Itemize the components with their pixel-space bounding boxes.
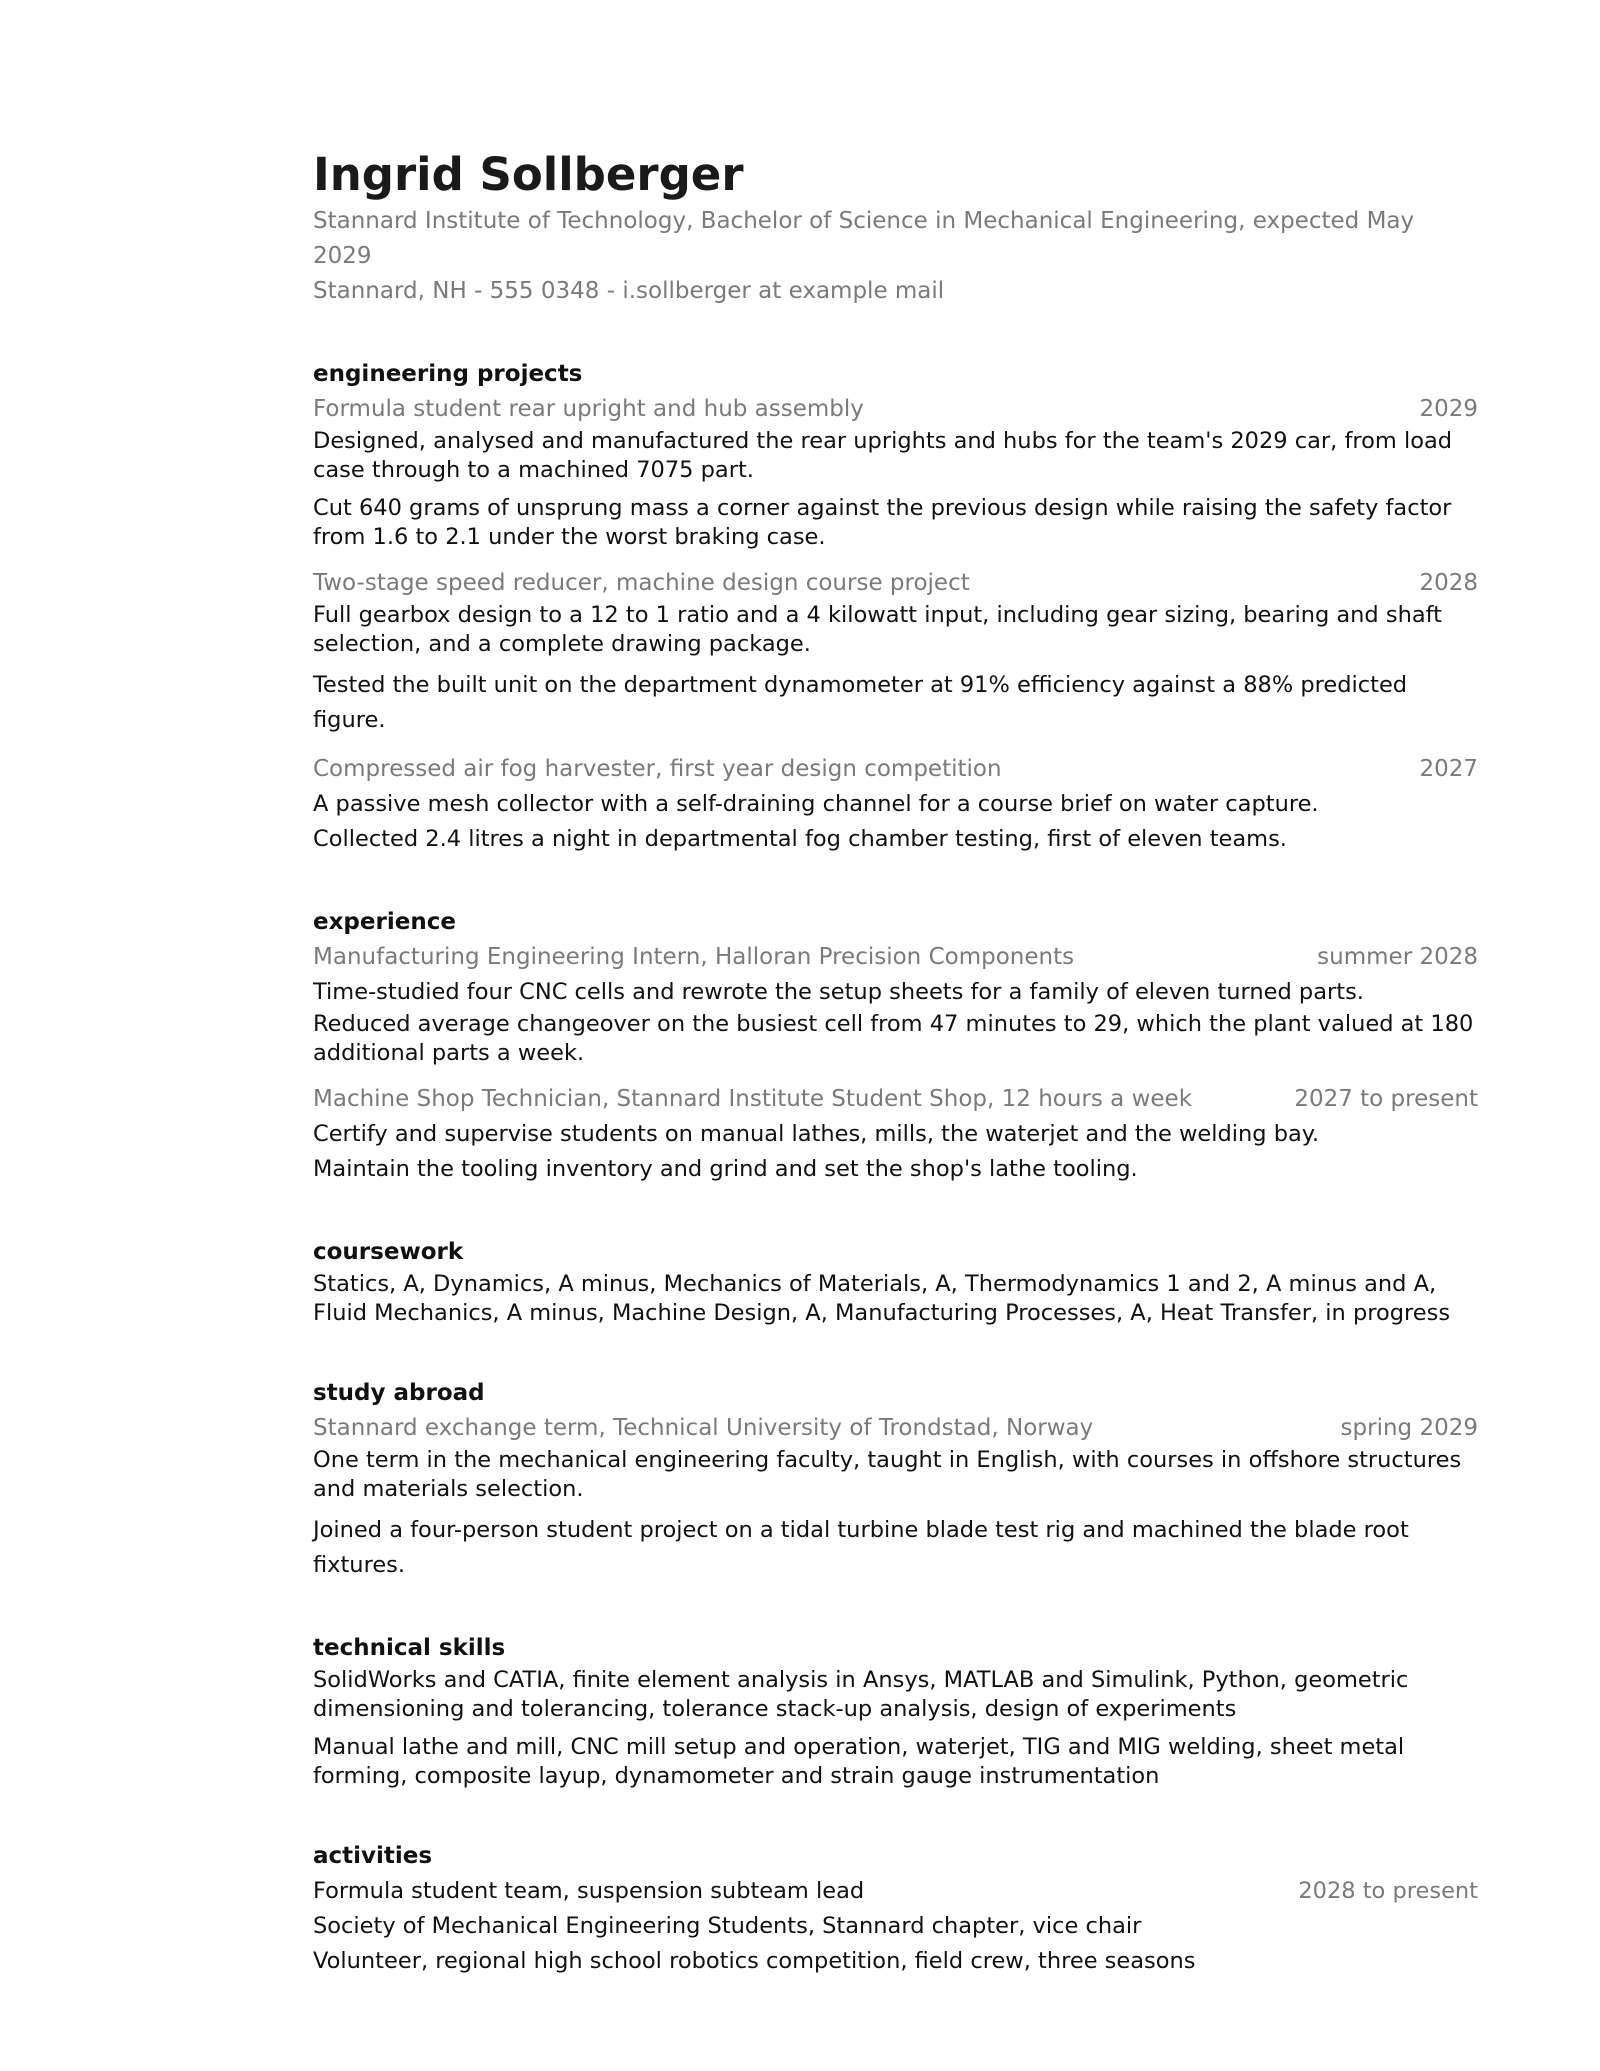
candidate-name: Ingrid Sollberger [313,148,744,201]
entry-heading: Formula student rear upright and hub assembly [313,396,864,422]
entry-line: Collected 2.4 litres a night in departmental fog chamber testing, first of eleven teams. [313,826,1287,852]
coursework-text: Statics, A, Dynamics, A minus, Mechanics of Materials, A, Thermodynamics 1 and 2, A minus and A, Fluid Mechanics, A minus, Machine Design, A, Manufacturing Processes, A, Heat Transfer, in progress [313,1271,1451,1326]
project-entry [313,392,1478,552]
resume-header [313,146,1478,309]
entry-header [313,752,1478,787]
entry-line: Maintain the tooling inventory and grind and set the shop's lathe tooling. [313,1156,1138,1182]
entry-header [313,392,1478,427]
entry-heading: Manufacturing Engineering Intern, Halloran Precision Components [313,944,1075,970]
entry-date: 2028 [1419,570,1478,596]
entry-date: 2029 [1419,396,1478,422]
section-engineering-projects [313,357,1478,857]
entry-line: Certify and supervise students on manual lathes, mills, the waterjet and the welding bay. [313,1121,1320,1147]
activity-item [313,1909,1478,1944]
entry-date: 2027 to present [1294,1086,1478,1112]
entry-line: Time-studied four CNC cells and rewrote the setup sheets for a family of eleven turned parts. [313,979,1364,1005]
section-title: technical skills [313,1635,506,1661]
activity-item [313,1944,1478,1979]
activity-date: 2028 to present [1298,1878,1478,1904]
entry-line: Joined a four-person student project on a tidal turbine blade test rig and machined the blade root fixtures. [313,1517,1409,1578]
entry-header [313,566,1478,601]
activity-item [313,1874,1478,1909]
entry-date: 2027 [1419,756,1478,782]
section-title: activities [313,1843,433,1869]
entry-heading: Compressed air fog harvester, first year design competition [313,756,1002,782]
entry-date: summer 2028 [1317,944,1478,970]
education-line: Stannard Institute of Technology, Bachelor of Science in Mechanical Engineering, expected May 2029 [313,208,1415,269]
section-study-abroad [313,1376,1478,1583]
skills-line: Manual lathe and mill, CNC mill setup and operation, waterjet, TIG and MIG welding, sheet metal forming, composite layup, dynamometer and strain gauge instrumentation [313,1734,1405,1789]
entry-line: Tested the built unit on the department dynamometer at 91% efficiency against a 88% predicted figure. [313,672,1408,733]
entry-line: A passive mesh collector with a self-draining channel for a course brief on water capture. [313,791,1319,817]
entry-line: Full gearbox design to a 12 to 1 ratio and a 4 kilowatt input, including gear sizing, bearing and shaft selection, and a complete drawing package. [313,602,1442,657]
section-coursework [313,1235,1478,1328]
entry-heading: Machine Shop Technician, Stannard Institute Student Shop, 12 hours a week [313,1086,1193,1112]
experience-entry [313,940,1478,1068]
study-abroad-entry [313,1411,1478,1583]
activity-text: Society of Mechanical Engineering Students, Stannard chapter, vice chair [313,1913,1142,1939]
section-title: study abroad [313,1380,485,1406]
skills-line: SolidWorks and CATIA, finite element analysis in Ansys, MATLAB and Simulink, Python, geometric dimensioning and tolerancing, tolerance stack-up analysis, design of experiments [313,1667,1409,1722]
entry-line: Designed, analysed and manufactured the rear uprights and hubs for the team's 2029 car, from load case through to a machined 7075 part. [313,428,1453,483]
entry-date: spring 2029 [1340,1415,1478,1441]
entry-line: Reduced average changeover on the busiest cell from 47 minutes to 29, which the plant valued at 180 additional parts a week. [313,1011,1474,1066]
experience-entry [313,1082,1478,1187]
section-title: coursework [313,1239,464,1265]
entry-heading: Two-stage speed reducer, machine design course project [313,570,970,596]
section-title: engineering projects [313,361,583,387]
entry-header [313,1411,1478,1446]
activity-text: Volunteer, regional high school robotics competition, field crew, three seasons [313,1948,1196,1974]
project-entry [313,566,1478,738]
entry-line: Cut 640 grams of unsprung mass a corner against the previous design while raising the safety factor from 1.6 to 2.1 under the worst braking case. [313,495,1452,550]
section-title: experience [313,909,456,935]
section-technical-skills [313,1631,1478,1791]
section-activities [313,1839,1478,1979]
project-entry [313,752,1478,857]
section-experience [313,905,1478,1187]
resume-content [313,146,1478,1979]
entry-header [313,940,1478,975]
entry-header [313,1082,1478,1117]
activity-text: Formula student team, suspension subteam lead [313,1878,865,1904]
entry-heading: Stannard exchange term, Technical University of Trondstad, Norway [313,1415,1094,1441]
contact-line: Stannard, NH - 555 0348 - i.sollberger at example mail [313,278,945,304]
entry-line: One term in the mechanical engineering faculty, taught in English, with courses in offshore structures and materials selection. [313,1447,1462,1502]
